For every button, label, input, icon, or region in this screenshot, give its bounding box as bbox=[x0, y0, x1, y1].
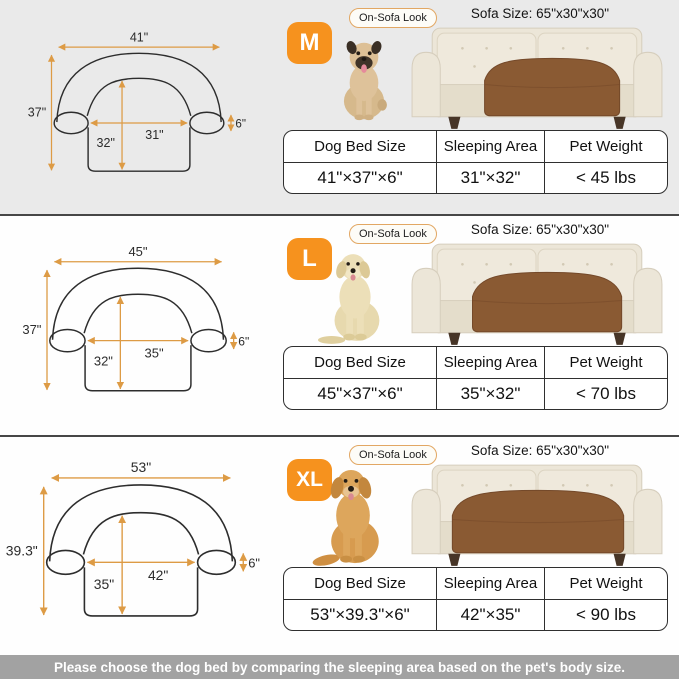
table-value-sleeping-area: 31"×32" bbox=[436, 162, 544, 193]
size-badge-xl: XL bbox=[287, 459, 332, 501]
table-header-bed-size: Dog Bed Size bbox=[314, 354, 406, 371]
dim-sleep-height-label: 32" bbox=[96, 136, 115, 151]
table-header-pet-weight: Pet Weight bbox=[544, 131, 667, 162]
dim-sleep-height-label: 35" bbox=[93, 576, 115, 593]
dim-width-label: 41" bbox=[129, 30, 149, 45]
table-header-bed-size: Dog Bed Size bbox=[314, 138, 406, 155]
labrador-dog-icon bbox=[316, 250, 394, 348]
dim-sleep-width-label: 42" bbox=[147, 567, 169, 584]
sofa-with-bed-image bbox=[406, 240, 668, 346]
bed-dimension-diagram bbox=[14, 30, 264, 182]
table-header-sleeping-area: Sleeping Area bbox=[436, 568, 544, 599]
dim-width-label: 53" bbox=[130, 459, 152, 476]
bed-outline-drawing bbox=[54, 53, 224, 171]
sofa-with-bed-image bbox=[406, 461, 668, 567]
table-value-bed-size: 53"×39.3"×6" bbox=[284, 599, 436, 630]
dim-height-label: 37" bbox=[22, 322, 42, 338]
dim-sleep-width-label: 35" bbox=[144, 345, 164, 361]
dim-bolster-label: 6" bbox=[235, 117, 247, 131]
table-value-pet-weight: < 90 lbs bbox=[544, 599, 667, 630]
note-text: Please choose the dog bed by comparing the sleeping area based on the pet's body size. bbox=[53, 659, 626, 675]
dim-sleep-width-label: 31" bbox=[145, 128, 164, 143]
on-sofa-look-tag: On-Sofa Look bbox=[349, 224, 437, 244]
table-value-bed-size: 45"×37"×6" bbox=[284, 378, 436, 409]
dim-height-label: 39.3" bbox=[5, 542, 38, 559]
table-value-sleeping-area: 42"×35" bbox=[436, 599, 544, 630]
table-header-bed-size: Dog Bed Size bbox=[314, 575, 406, 592]
sofa-size-label: Sofa Size: 65"x30"x30" bbox=[470, 6, 610, 21]
size-row-m bbox=[0, 0, 679, 216]
size-table bbox=[283, 130, 668, 194]
size-row-l bbox=[0, 216, 679, 437]
bed-dimension-diagram bbox=[8, 244, 268, 402]
dim-bolster-label: 6" bbox=[238, 334, 250, 349]
sofa-size-label: Sofa Size: 65"x30"x30" bbox=[470, 222, 610, 237]
dim-bolster-label: 6" bbox=[248, 555, 260, 571]
size-table bbox=[283, 567, 668, 631]
bed-outline-drawing bbox=[47, 485, 236, 616]
table-header-sleeping-area: Sleeping Area bbox=[436, 347, 544, 378]
on-sofa-look-tag: On-Sofa Look bbox=[349, 8, 437, 28]
on-sofa-look-tag: On-Sofa Look bbox=[349, 445, 437, 465]
bed-dimension-diagram bbox=[2, 459, 280, 628]
dim-width-label: 45" bbox=[128, 244, 148, 260]
size-table bbox=[283, 346, 668, 410]
golden-retriever-dog-icon bbox=[312, 467, 394, 571]
dimension-arrows bbox=[47, 262, 234, 390]
size-row-xl bbox=[0, 437, 679, 655]
dimension-arrows bbox=[44, 478, 244, 615]
table-header-pet-weight: Pet Weight bbox=[544, 347, 667, 378]
bottom-note-bar bbox=[0, 655, 679, 679]
dim-sleep-height-label: 32" bbox=[93, 353, 113, 369]
dimension-arrows bbox=[52, 47, 231, 170]
sofa-size-label: Sofa Size: 65"x30"x30" bbox=[470, 443, 610, 458]
table-value-sleeping-area: 35"×32" bbox=[436, 378, 544, 409]
sofa-with-bed-image bbox=[406, 24, 668, 130]
dim-height-label: 37" bbox=[27, 105, 47, 120]
pug-dog-icon bbox=[334, 38, 394, 124]
size-badge-l: L bbox=[287, 238, 332, 280]
size-badge-m: M bbox=[287, 22, 332, 64]
table-header-pet-weight: Pet Weight bbox=[544, 568, 667, 599]
table-header-sleeping-area: Sleeping Area bbox=[436, 131, 544, 162]
table-value-pet-weight: < 70 lbs bbox=[544, 378, 667, 409]
table-value-bed-size: 41"×37"×6" bbox=[284, 162, 436, 193]
table-value-pet-weight: < 45 lbs bbox=[544, 162, 667, 193]
bed-outline-drawing bbox=[50, 268, 226, 391]
